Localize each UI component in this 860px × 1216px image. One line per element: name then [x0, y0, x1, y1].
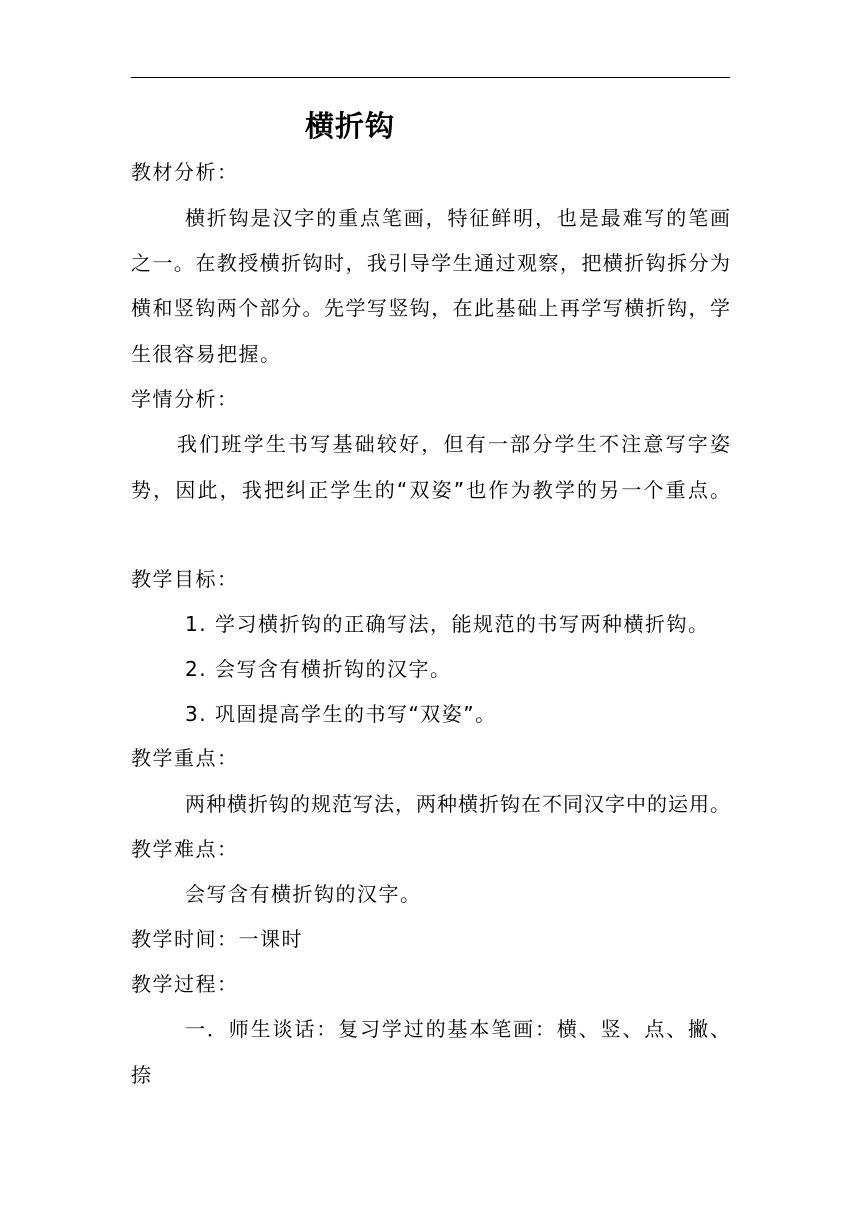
key-heading: 教学重点： [131, 746, 239, 770]
difficulty-heading: 教学难点： [131, 837, 239, 861]
process-line-2: 捺 [131, 1063, 153, 1087]
goals-heading: 教学目标： [131, 567, 239, 591]
header-rule [131, 77, 730, 78]
goal-item-2: 2. 会写含有横折钩的汉字。 [185, 657, 452, 681]
page-title: 横折钩 [305, 109, 396, 143]
process-line-1: 一．师生谈话：复习学过的基本笔画：横、竖、点、撇、 [185, 1017, 730, 1041]
goal-item-1: 1. 学习横折钩的正确写法，能规范的书写两种横折钩。 [185, 612, 710, 636]
key-text: 两种横折钩的规范写法，两种横折钩在不同汉字中的运用。 [185, 792, 730, 816]
material-heading: 教材分析： [131, 160, 239, 184]
difficulty-text: 会写含有横折钩的汉字。 [185, 882, 422, 906]
student-line-1: 我们班学生书写基础较好，但有一部分学生不注意写字姿 [177, 432, 730, 456]
material-line-3: 横和竖钩两个部分。先学写竖钩，在此基础上再学写横折钩，学 [131, 296, 730, 320]
time-line: 教学时间：一课时 [131, 927, 303, 951]
student-line-2: 势，因此，我把纠正学生的“双姿”也作为教学的另一个重点。 [131, 478, 730, 502]
process-heading: 教学过程： [131, 972, 239, 996]
material-line-2: 之一。在教授横折钩时，我引导学生通过观察，把横折钩拆分为 [131, 251, 730, 275]
student-heading: 学情分析： [131, 387, 239, 411]
goal-item-3: 3. 巩固提高学生的书写“双姿”。 [185, 702, 497, 726]
material-line-1: 横折钩是汉字的重点笔画，特征鲜明，也是最难写的笔画 [185, 206, 730, 230]
material-line-4: 生很容易把握。 [131, 342, 282, 366]
